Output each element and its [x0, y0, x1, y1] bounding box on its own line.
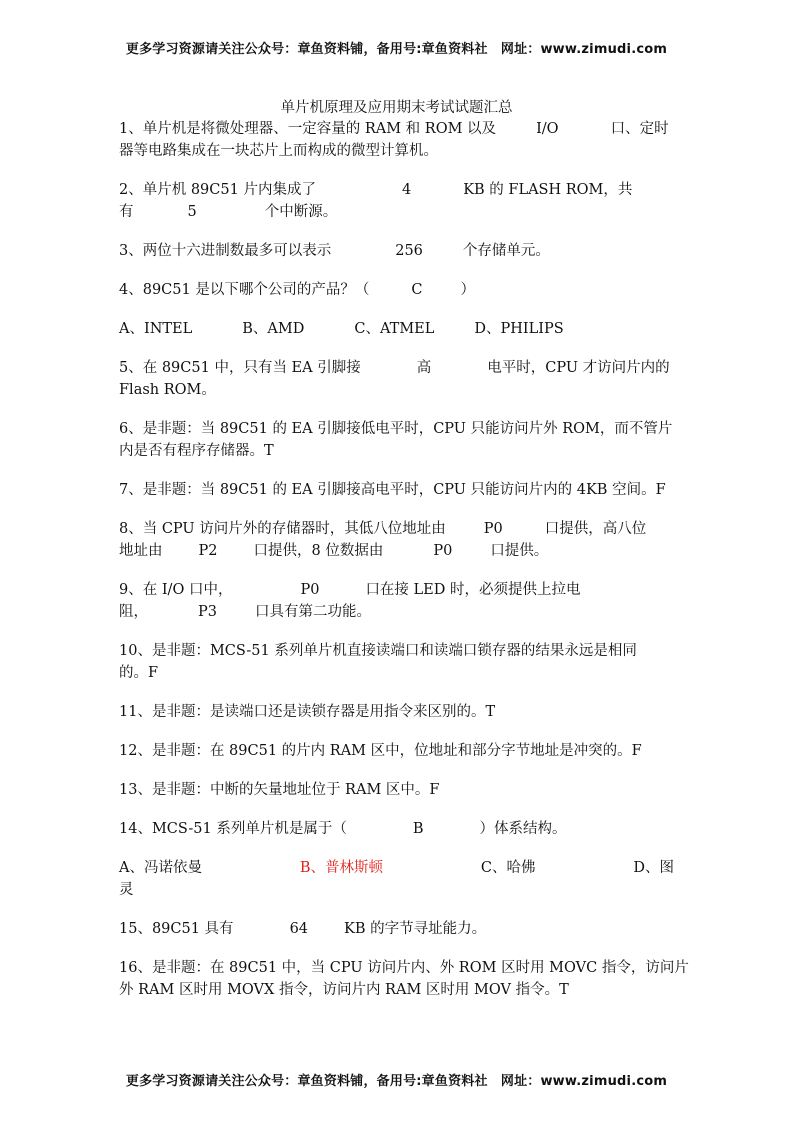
q4-text-b: ）	[460, 282, 475, 298]
question-7	[119, 479, 674, 501]
question-12	[119, 740, 674, 762]
question-6	[119, 418, 674, 462]
q8-text-c: 地址由	[119, 543, 163, 559]
q4-answer: C	[411, 282, 423, 298]
question-2	[119, 179, 674, 223]
q3-answer: 256	[395, 243, 423, 259]
question-15	[119, 918, 674, 940]
q8-text-e: 口提供。	[490, 543, 549, 559]
question-5	[119, 357, 674, 401]
option-b: B、AMD	[242, 321, 305, 337]
q8-text-b: 口提供，高八位	[544, 521, 647, 537]
q16-text-b: 外 RAM 区时用 MOVX 指令，访问片内 RAM 区时用 MOV 指令。T	[119, 982, 569, 998]
q6-text: 6、是非题：当 89C51 的 EA 引脚接低电平时，CPU 只能访问片外 ROM，而不管片	[119, 421, 673, 437]
option-d: D、图	[633, 860, 674, 876]
q3-text-b: 个存储单元。	[462, 243, 550, 259]
question-11	[119, 701, 674, 723]
q14-answer: B	[412, 821, 424, 837]
question-10	[119, 640, 674, 684]
q5-text-b: 电平时，CPU 才访问片内的	[487, 360, 670, 376]
q14-text-b: ）体系结构。	[479, 821, 567, 837]
document-title: 单片机原理及应用期末考试试题汇总	[280, 100, 513, 116]
q11-text: 11、是非题：是读端口还是读锁存器是用指令来区别的。T	[119, 704, 496, 720]
q16-text: 16、是非题：在 89C51 中，当 CPU 访问片内、外 ROM 区时用 MOVC 指令，访问片	[119, 960, 689, 976]
q1-text-b: 口、定时	[610, 121, 669, 137]
q9-text-d: 口具有第二功能。	[254, 604, 371, 620]
question-14-options	[119, 857, 674, 901]
question-16	[119, 957, 689, 1001]
question-9	[119, 579, 674, 623]
q14-text: 14、MCS-51 系列单片机是属于（	[119, 821, 347, 837]
q15-text-b: KB 的字节寻址能力。	[344, 921, 487, 937]
q1-text-c: 器等电路集成在一块芯片上而构成的微型计算机。	[119, 143, 438, 159]
q5-answer: 高	[416, 360, 432, 376]
q2-text-c: 有	[119, 204, 134, 220]
q2-text-d: 个中断源。	[264, 204, 338, 220]
q15-text: 15、89C51 具有	[119, 921, 234, 937]
q1-text: 1、单片机是将微处理器、一定容量的 RAM 和 ROM 以及	[119, 121, 497, 137]
q6-text-b: 内是否有程序存储器。T	[119, 443, 274, 459]
q8-answer-1: P0	[483, 521, 503, 537]
q8-text: 8、当 CPU 访问片外的存储器时，其低八位地址由	[119, 521, 446, 537]
q9-answer-2: P3	[198, 604, 217, 620]
q13-text: 13、是非题：中断的矢量地址位于 RAM 区中。F	[119, 782, 440, 798]
option-c: C、哈佛	[480, 860, 536, 876]
option-a: A、INTEL	[119, 321, 193, 337]
q8-answer-2: P2	[198, 543, 218, 559]
q12-text: 12、是非题：在 89C51 的片内 RAM 区中，位地址和部分字节地址是冲突的。F	[119, 743, 642, 759]
question-3	[119, 240, 674, 262]
question-list	[119, 118, 689, 1018]
q10-text-b: 的。F	[119, 665, 159, 681]
q9-text-c: 阻，	[119, 604, 148, 620]
option-a: A、冯诺依曼	[119, 860, 202, 876]
question-4-options	[119, 318, 674, 340]
q5-text-c: Flash ROM。	[119, 382, 216, 398]
q10-text: 10、是非题：MCS-51 系列单片机直接读端口和读端口锁存器的结果永远是相同	[119, 643, 637, 659]
question-14	[119, 818, 674, 840]
question-8	[119, 518, 674, 562]
q3-text: 3、两位十六进制数最多可以表示	[119, 243, 332, 259]
q2-answer-1: 4	[401, 182, 412, 198]
q4-text: 4、89C51 是以下哪个公司的产品？（	[119, 282, 370, 298]
q5-text: 5、在 89C51 中，只有当 EA 引脚接	[119, 360, 361, 376]
q7-text: 7、是非题：当 89C51 的 EA 引脚接高电平时，CPU 只能访问片内的 4KB 空间。F	[119, 482, 666, 498]
q15-answer: 64	[289, 921, 309, 937]
q9-text: 9、在 I/O 口中，	[119, 582, 233, 598]
q8-answer-3: P0	[433, 543, 453, 559]
option-d: D、PHILIPS	[474, 321, 564, 337]
option-c: C、ATMEL	[354, 321, 435, 337]
option-d-continued: 灵	[119, 882, 134, 898]
footer-banner: 更多学习资源请关注公众号：章鱼资料铺，备用号:章鱼资料社 网址：www.zimudi.com	[125, 1074, 668, 1089]
header-banner: 更多学习资源请关注公众号：章鱼资料铺，备用号:章鱼资料社 网址：www.zimudi.com	[125, 42, 668, 57]
q8-text-d: 口提供，8 位数据由	[253, 543, 384, 559]
question-13	[119, 779, 674, 801]
q1-answer: I/O	[536, 121, 559, 137]
q2-text-b: KB 的 FLASH ROM，共	[463, 182, 633, 198]
q9-answer-1: P0	[300, 582, 320, 598]
question-1	[119, 118, 674, 162]
q9-text-b: 口在接 LED 时，必须提供上拉电	[365, 582, 581, 598]
q2-answer-2: 5	[187, 204, 197, 220]
option-b-highlighted: B、普林斯顿	[299, 860, 383, 876]
q2-text: 2、单片机 89C51 片内集成了	[119, 182, 316, 198]
question-4	[119, 279, 674, 301]
